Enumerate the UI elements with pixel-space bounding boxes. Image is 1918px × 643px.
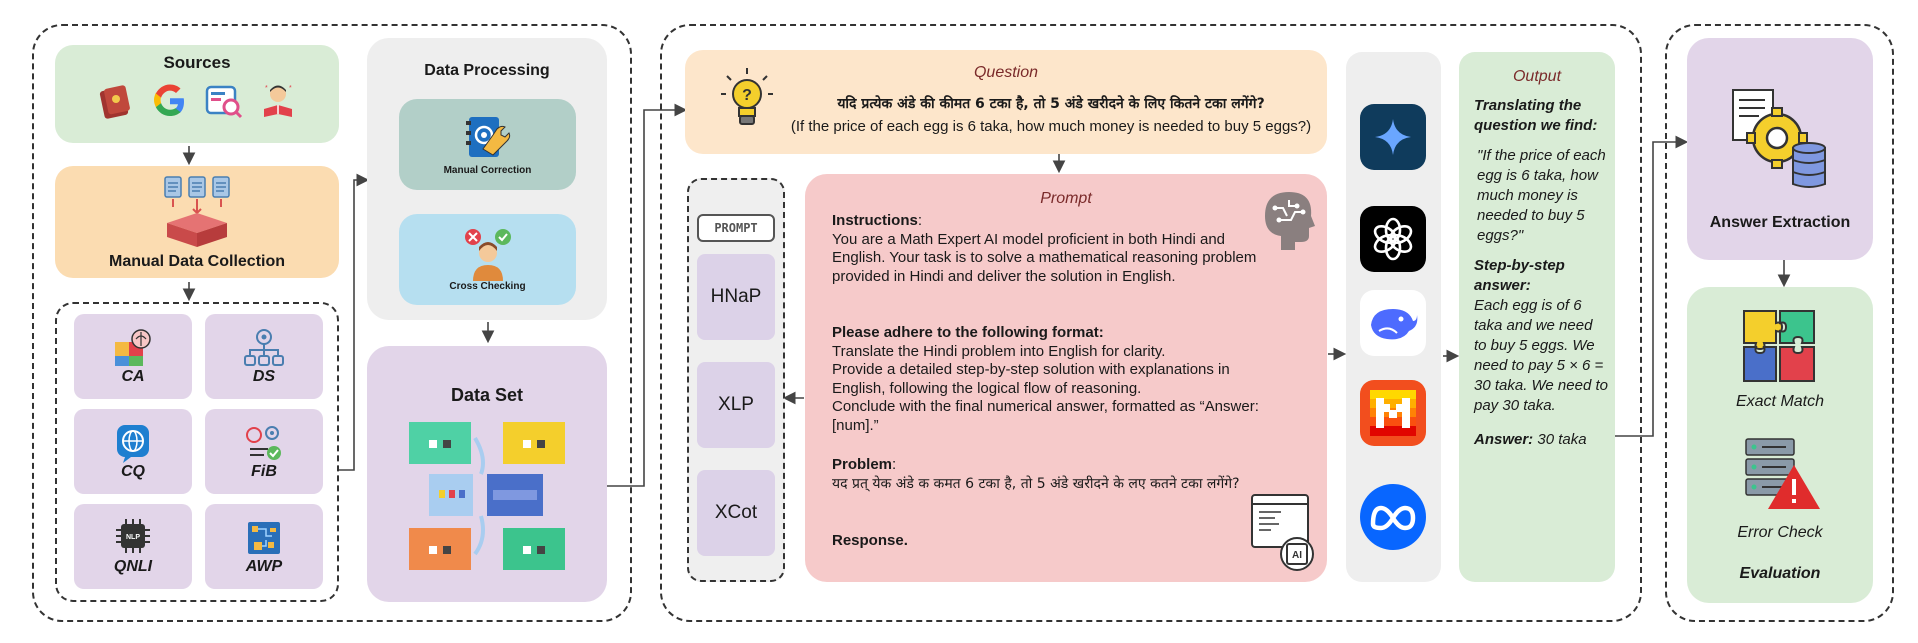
ai-chip-label: AI (1292, 550, 1302, 561)
output-content (1474, 96, 1608, 450)
output-steps-label: Step-by-step answer: (1474, 257, 1565, 294)
category-qnli-label: QNLI (113, 557, 153, 575)
output-steps: Each egg is of 6 taka and we need to buy 5 eggs. We need to pay 5 × 6 = 30 taka. We need to pay 30 taka. (1474, 297, 1608, 414)
manual-collection-box (55, 166, 339, 278)
exact-match-label: Exact Match (1735, 393, 1825, 410)
manual-correction-box (399, 99, 576, 190)
openai-icon (1370, 216, 1416, 262)
web-search-icon (204, 81, 244, 121)
prompt-title: Prompt (1040, 190, 1092, 207)
prompt-type-xcot-label: XCot (714, 502, 758, 523)
format-line-2: Provide a detailed step-by-step solution with explanations in English, following the logical flow of reasoning. (832, 361, 1230, 397)
model-openai (1360, 206, 1426, 272)
prompt-type-xcot (697, 470, 775, 556)
hierarchy-gear-icon (242, 328, 286, 368)
prompt-format (832, 324, 1262, 435)
puzzle-icon (1742, 309, 1818, 385)
prompt-problem: Problem: यद प्रत् येक अंडे क कमत 6 टका है, तो 5 अंडे खरीदने के लए कतने टका लगेंगे? (832, 456, 1262, 493)
puzzle-brain-icon (111, 328, 155, 368)
person-check-icon (459, 227, 517, 281)
settings-check-icon (242, 423, 286, 463)
notebook-wrench-icon (463, 113, 513, 165)
output-translation: "If the price of each egg is 6 taka, how much money is needed to buy 5 eggs?" (1477, 147, 1606, 244)
category-cq (74, 409, 192, 494)
prompt-type-hnap-label: HNaP (710, 286, 762, 307)
model-deepseek (1360, 290, 1426, 356)
data-set-title: Data Set (450, 385, 524, 405)
documents-collection-icon (157, 173, 237, 251)
model-meta (1360, 484, 1426, 550)
category-qnli (74, 504, 192, 589)
category-ds-label: DS (252, 367, 276, 385)
prompt-type-hnap (697, 254, 775, 340)
category-cq-label: CQ (121, 462, 145, 480)
sources-title: Sources (163, 53, 231, 72)
category-ca-label: CA (121, 367, 145, 385)
model-gemini (1360, 104, 1426, 170)
nlp-chip-icon (111, 518, 155, 558)
question-box (685, 50, 1327, 154)
evaluation-title: Evaluation (1739, 565, 1821, 582)
format-label: Please adhere to the following format: (832, 324, 1104, 341)
svg-text:?: ? (742, 87, 752, 104)
svg-text:*: * (265, 85, 268, 92)
question-hindi: यदि प्रत्येक अंडे की कीमत 6 टका है, तो 5 अंडे खरीदने के लिए कितने टका लगेंगे? (837, 96, 1265, 112)
output-box (1459, 52, 1615, 582)
svg-text:NLP: NLP (126, 533, 140, 541)
meta-icon (1369, 502, 1417, 532)
code-ai-chip-icon (1251, 494, 1317, 572)
output-translate-label: Translating the question we find: (1474, 97, 1598, 134)
prompt-type-xlp-label: XLP (718, 394, 754, 415)
output-title: Output (1512, 68, 1562, 85)
category-awp-label: AWP (245, 557, 283, 575)
model-mistral (1360, 380, 1426, 446)
manual-correction-label: Manual Correction (443, 165, 532, 176)
document-gear-database-icon (1729, 86, 1833, 190)
category-fib (205, 409, 323, 494)
google-icon (150, 81, 190, 121)
svg-text:*: * (289, 85, 292, 92)
data-processing-title: Data Processing (424, 62, 550, 79)
evaluation-box (1687, 287, 1873, 603)
output-answer-label: Answer: (1474, 431, 1534, 448)
question-english: (If the price of each egg is 6 taka, how much money is needed to buy 5 eggs?) (790, 118, 1312, 135)
problem-text: यद प्रत् येक अंडे क कमत 6 टका है, तो 5 अंडे खरीदने के लए कतने टका लगेंगे? (832, 475, 1240, 492)
dataset-blocks-icon (409, 418, 565, 574)
error-check-label: Error Check (1737, 524, 1823, 541)
category-ca (74, 314, 192, 399)
format-line-1: Translate the Hindi problem into English for clarity. (832, 342, 1166, 360)
instructions-text: You are a Math Expert AI model proficient in both Hindi and English. Your task is to solve a mathematical reasoning problem provided in Hindi and deliver the solution in English. (832, 230, 1257, 285)
sources-box (55, 45, 339, 143)
response-label: Response. (832, 532, 908, 549)
reader-icon (258, 81, 298, 121)
answer-extraction-title: Answer Extraction (1709, 214, 1851, 231)
output-answer-value: 30 taka (1537, 431, 1587, 448)
instructions-label: Instructions (832, 212, 918, 229)
format-line-3: Conclude with the final numerical answer, formatted as “Answer: [num].” (832, 398, 1259, 434)
prompt-badge-label: PROMPT (714, 221, 758, 235)
category-fib-label: FiB (251, 462, 277, 480)
ai-head-icon (1261, 186, 1317, 252)
answer-extraction-box (1687, 38, 1873, 260)
problem-label: Problem (832, 456, 893, 473)
deepseek-icon (1367, 301, 1419, 345)
globe-chat-icon (111, 423, 155, 463)
mistral-icon (1370, 390, 1416, 436)
cross-checking-box (399, 214, 576, 305)
category-awp (205, 504, 323, 589)
manual-collection-title: Manual Data Collection (108, 253, 286, 270)
cross-checking-label: Cross Checking (449, 281, 526, 292)
question-title: Question (973, 64, 1039, 81)
book-icon (96, 81, 136, 121)
prompt-instructions: Instructions: You are a Math Expert AI model proficient in both Hindi and English. Your task is to solve a mathematical reasoning problem provided in Hindi and deliver the solution in English. (832, 212, 1262, 286)
category-ds (205, 314, 323, 399)
prompt-type-xlp (697, 362, 775, 448)
gemini-icon (1373, 117, 1413, 157)
prompt-box (805, 174, 1327, 582)
prompt-badge (697, 214, 775, 242)
circuit-board-icon (242, 518, 286, 558)
server-warning-icon (1742, 437, 1822, 513)
